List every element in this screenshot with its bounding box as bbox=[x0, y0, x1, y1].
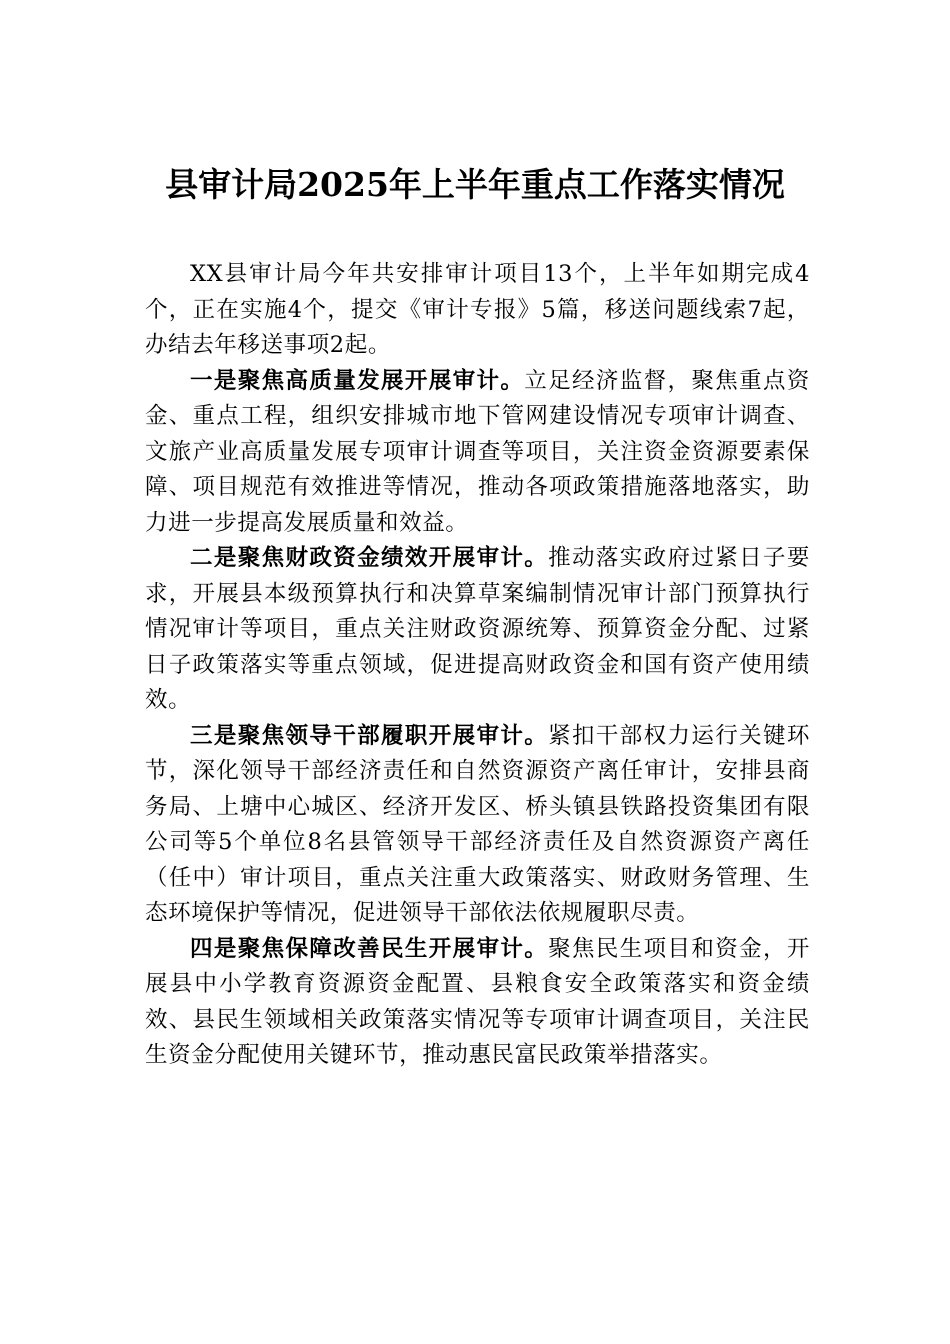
document-body bbox=[145, 257, 810, 1074]
section-lead-4: 四是聚焦保障改善民生开展审计。 bbox=[190, 935, 549, 962]
section-paragraph-1 bbox=[145, 364, 810, 542]
section-lead-1: 一是聚焦高质量发展开展审计。 bbox=[190, 367, 525, 394]
document-title: 县审计局2025年上半年重点工作落实情况 bbox=[165, 165, 785, 204]
section-text-4: 聚焦民生项目和资金，开展县中小学教育资源资金配置、县粮食安全政策落实和资金绩效、县民生领域相关政策落实情况等专项审计调查项目，关注民生资金分配使用关键环节，推动惠民富民政策举措落实。 bbox=[145, 935, 810, 1068]
intro-paragraph: XX县审计局今年共安排审计项目13个，上半年如期完成4个，正在实施4个，提交《审计专报》5篇，移送问题线索7起，办结去年移送事项2起。 bbox=[145, 261, 810, 358]
section-lead-3: 三是聚焦领导干部履职开展审计。 bbox=[190, 722, 549, 749]
section-text-1: 立足经济监督，聚焦重点资金、重点工程，组织安排城市地下管网建设情况专项审计调查、文旅产业高质量发展专项审计调查等项目，关注资金资源要素保障、项目规范有效推进等情况，推动各项政策措施落地落实，助力进一步提高发展质量和效益。 bbox=[145, 367, 810, 536]
section-paragraph-2 bbox=[145, 541, 810, 719]
section-text-2: 推动落实政府过紧日子要求，开展县本级预算执行和决算草案编制情况审计部门预算执行情况审计等项目，重点关注财政资源统筹、预算资金分配、过紧日子政策落实等重点领域，促进提高财政资金和国有资产使用绩效。 bbox=[145, 545, 810, 713]
section-paragraph-3 bbox=[145, 719, 810, 932]
section-text-3: 紧扣干部权力运行关键环节，深化领导干部经济责任和自然资源资产离任审计，安排县商务局、上塘中心城区、经济开发区、桥头镇县铁路投资集团有限公司等5个单位8名县管领导干部经济责任及自然资源资产离任（任中）审计项目，重点关注重大政策落实、财政财务管理、生态环境保护等情况，促进领导干部依法依规履职尽责。 bbox=[145, 722, 810, 926]
section-lead-2: 二是聚焦财政资金绩效开展审计。 bbox=[190, 545, 549, 571]
section-paragraph-4 bbox=[145, 932, 810, 1074]
